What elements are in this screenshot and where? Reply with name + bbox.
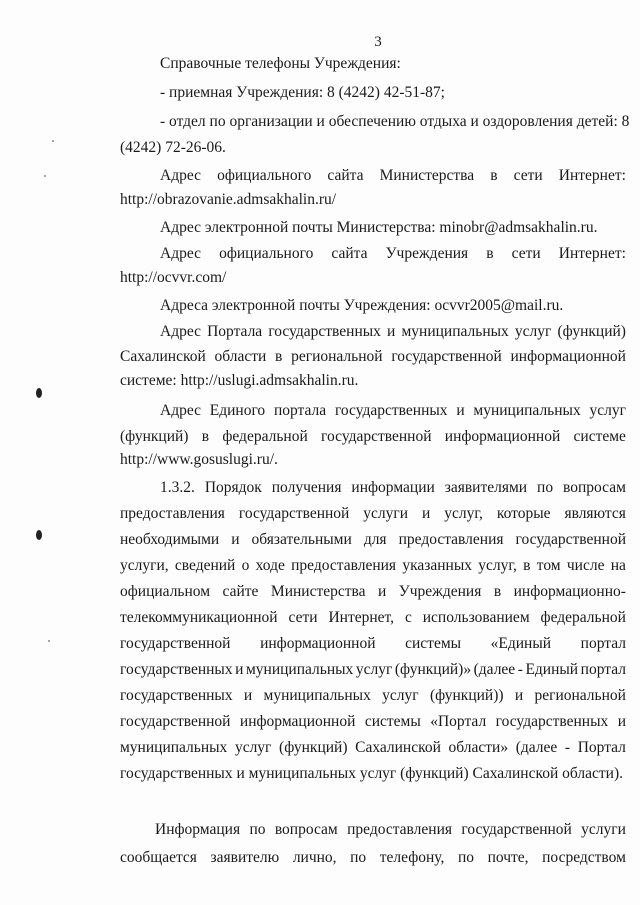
- text-line: телекоммуникационной сети Интернет, с использованием федеральной: [120, 609, 626, 626]
- text-line: Адрес официального сайта Министерства в сети Интернет:: [160, 167, 626, 184]
- binder-mark: [36, 388, 42, 398]
- text-line: государственной информационной системы «Портал государственных и: [120, 713, 626, 730]
- text-line: предоставления государственной услуги и услуг, которые являются: [120, 505, 626, 522]
- text-line: http://obrazovanie.admsakhalin.ru/: [120, 191, 337, 208]
- text-line: государственных и муниципальных услуг (функций)» (далее - Единый портал: [120, 661, 626, 678]
- text-line: государственных и муниципальных услуг (функций) Сахалинской области).: [120, 765, 623, 782]
- text-line: Адрес Единого портала государственных и муниципальных услуг: [160, 402, 626, 419]
- text-line: муниципальных услуг (функций) Сахалинской области» (далее - Портал: [120, 739, 626, 756]
- text-line: (4242) 72-26-06.: [120, 139, 226, 156]
- text-line: Адреса электронной почты Учреждения: ocvvr2005@mail.ru.: [160, 297, 564, 314]
- text-line: - приемная Учреждения: 8 (4242) 42-51-87;: [160, 84, 445, 101]
- text-line: услуги, сведений о ходе предоставления указанных услуг, в том числе на: [120, 557, 626, 574]
- text-line: Сахалинской области в региональной государственной информационной: [120, 348, 626, 365]
- text-line: 1.3.2. Порядок получения информации заявителями по вопросам: [160, 479, 626, 496]
- text-line: - отдел по организации и обеспечению отдыха и оздоровления детей: 8: [160, 113, 630, 130]
- text-line: Справочные телефоны Учреждения:: [160, 55, 401, 72]
- text-line: государственных и муниципальных услуг (функций)) и региональной: [120, 687, 626, 704]
- text-line: http://ocvvr.com/: [120, 269, 227, 286]
- page-number: 3: [374, 34, 382, 50]
- text-line: необходимыми и обязательными для предоставления государственной: [120, 531, 626, 548]
- scan-speck: [52, 140, 54, 142]
- scan-speck: [44, 175, 46, 177]
- text-line: сообщается заявителю лично, по телефону, по почте, посредством: [120, 849, 626, 866]
- text-line: (функций) в федеральной государственной информационной системе: [120, 428, 626, 445]
- text-line: государственной информационной системы «Единый портал: [120, 635, 626, 652]
- text-line: Адрес Портала государственных и муниципальных услуг (функций): [160, 323, 626, 340]
- text-line: Адрес электронной почты Министерства: minobr@admsakhalin.ru.: [160, 219, 598, 236]
- text-line: Информация по вопросам предоставления государственной услуги: [155, 821, 626, 838]
- text-line: системе: http://uslugi.admsakhalin.ru.: [120, 372, 359, 389]
- text-line: http://www.gosuslugi.ru/.: [120, 451, 278, 468]
- text-line: Адрес официального сайта Учреждения в сети Интернет:: [160, 245, 626, 262]
- scan-speck: [48, 640, 50, 642]
- binder-mark: [36, 530, 42, 540]
- text-line: официальном сайте Министерства и Учреждения в информационно-: [120, 583, 626, 600]
